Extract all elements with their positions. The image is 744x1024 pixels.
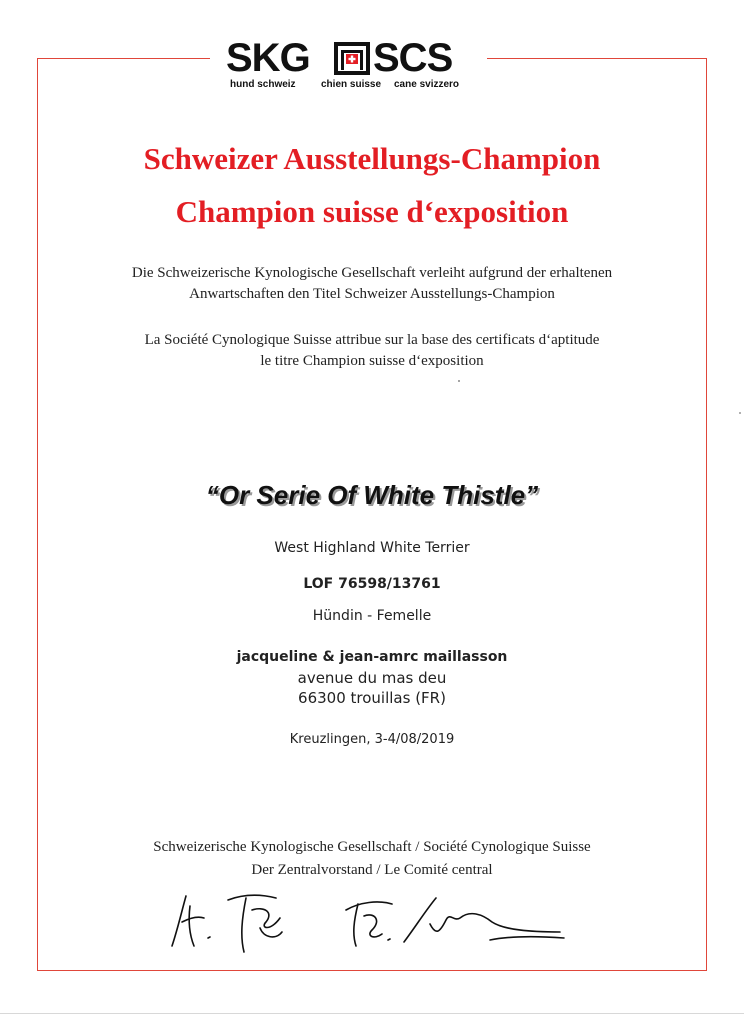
german-text-line-2: Anwartschaften den Titel Schweizer Ausstellungs-Champion — [189, 286, 555, 302]
title-german: Schweizer Ausstellungs-Champion — [143, 141, 601, 176]
logo-subtitle-german: hund schweiz — [230, 79, 296, 90]
speck-mark — [739, 412, 741, 414]
logo-subtitle-italian: cane svizzero — [394, 79, 460, 90]
signature-right — [346, 902, 392, 946]
signature-left — [172, 896, 210, 946]
frame-top-right-line — [487, 58, 707, 59]
logo-scs-text: SCS — [373, 36, 453, 80]
scan-edge-line — [0, 1013, 744, 1014]
signatures — [160, 888, 580, 958]
owner-address-street: avenue du mas deu — [297, 669, 447, 687]
dog-breed: West Highland White Terrier — [274, 540, 470, 556]
dog-registration-number: LOF 76598/13761 — [303, 576, 441, 592]
speck-mark — [458, 380, 460, 382]
french-text-line-2: le titre Champion suisse d‘exposition — [260, 353, 484, 369]
german-text-line-1: Die Schweizerische Kynologische Gesellschaft verleiht aufgrund der erhaltenen — [131, 265, 613, 281]
skg-scs-logo — [222, 36, 482, 92]
dog-sex: Hündin - Femelle — [312, 608, 432, 624]
owner-address-city: 66300 trouillas (FR) — [298, 689, 446, 707]
dog-name: “Or Serie Of White Thistle” — [205, 480, 539, 510]
french-text-line-1: La Société Cynologique Suisse attribue sur la base des certificats d‘aptitude — [144, 332, 600, 348]
owner-name: jacqueline & jean-amrc maillasson — [236, 649, 508, 665]
footer-organization: Schweizerische Kynologische Gesellschaft / Société Cynologique Suisse — [153, 839, 591, 855]
frame-bottom-line — [37, 970, 707, 971]
frame-top-left-line — [37, 58, 210, 59]
dog-kennel-icon — [334, 42, 370, 75]
logo-subtitle-french: chien suisse — [321, 79, 382, 90]
event-place-date: Kreuzlingen, 3-4/08/2019 — [289, 732, 455, 747]
title-french: Champion suisse d‘exposition — [175, 194, 569, 229]
footer-committee: Der Zentralvorstand / Le Comité central — [251, 862, 493, 878]
logo-skg-text: SKG — [226, 36, 310, 80]
